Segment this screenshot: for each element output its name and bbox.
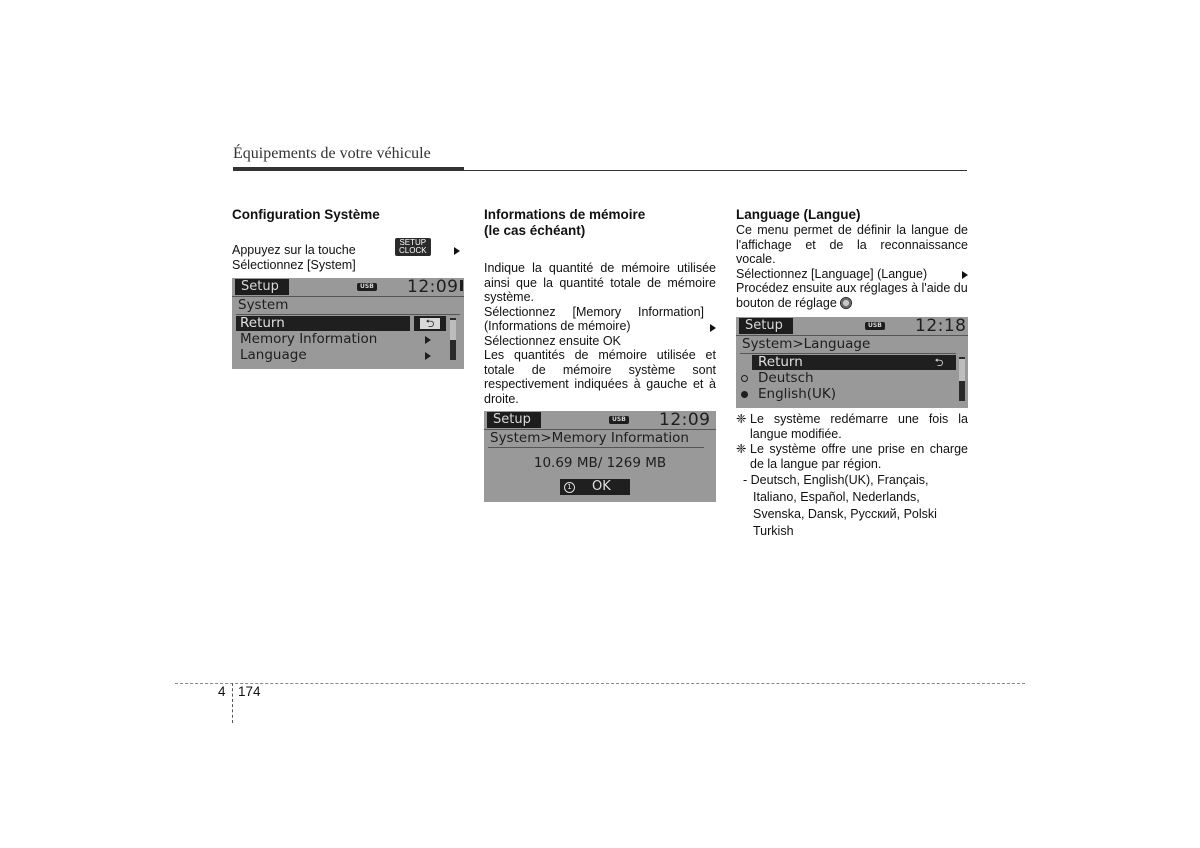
arrow-right-icon	[962, 271, 968, 279]
footnote: ❈ Le système redémarre une fois la langue modifiée.	[736, 412, 968, 441]
note-icon: ❈	[736, 412, 747, 426]
return-icon: ⮌	[420, 318, 440, 329]
lcd-tab: Setup	[739, 318, 793, 334]
lcd-clock: 12:18	[915, 317, 967, 336]
section-subheading: (le cas échéant)	[484, 223, 586, 238]
setup-clock-key-icon: SETUP CLOCK	[395, 238, 431, 256]
paragraph: Ce menu permet de définir la langue de l'affichage et de la reconnaissance vocale.	[736, 223, 968, 266]
footer-divider	[232, 683, 233, 723]
chevron-right-icon	[425, 336, 431, 344]
lcd-menu-title: System>Language	[742, 336, 871, 352]
usb-icon: USB	[865, 322, 885, 330]
section-heading: Informations de mémoire	[484, 207, 646, 222]
lcd-scrollbar-thumb	[959, 359, 965, 381]
list-item: Turkish	[753, 524, 794, 538]
paragraph: Sélectionnez [Language] (Langue)	[736, 267, 968, 282]
lcd-scrollbar-thumb	[450, 320, 456, 340]
note-icon: ❈	[736, 442, 747, 456]
chevron-right-icon	[425, 352, 431, 360]
usb-icon: USB	[357, 283, 377, 291]
list-item: Svenska, Dansk, Русский, Polski	[753, 507, 937, 521]
paragraph: Les quantités de mémoire utilisée et totale de mémoire système sont respectivement indiquées à gauche et à droite.	[484, 348, 716, 406]
usb-icon: USB	[609, 416, 629, 424]
footer-rule	[175, 683, 1025, 684]
radio-unselected-icon	[741, 375, 748, 382]
column-system-config	[232, 207, 464, 272]
page-header-title: Équipements de votre véhicule	[233, 145, 431, 162]
lcd-screen-language	[736, 317, 968, 408]
lcd-menu-title: System>Memory Information	[490, 430, 689, 446]
lcd-tab: Setup	[487, 412, 541, 428]
lcd-tab: Setup	[235, 279, 289, 295]
section-heading: Language (Langue)	[736, 207, 861, 222]
lcd-menu-item-language[interactable]: Language	[240, 347, 307, 363]
list-item: Italiano, Español, Nederlands,	[753, 490, 920, 504]
radio-selected-icon	[741, 391, 748, 398]
arrow-right-icon	[710, 324, 716, 332]
chapter-number: 4	[218, 684, 226, 699]
tune-knob-icon	[840, 297, 852, 309]
number-one-icon: 1	[564, 482, 575, 493]
return-icon: ⮌	[934, 356, 944, 369]
lcd-status-bar	[232, 278, 464, 297]
column-memory-info	[484, 207, 716, 406]
header-rule-accent	[233, 167, 464, 171]
lcd-menu-item-return[interactable]: Return	[240, 315, 285, 331]
lcd-menu-item-memory[interactable]: Memory Information	[240, 331, 378, 347]
notes-language	[736, 412, 968, 540]
instruction-line: Appuyez sur la touche SETUP CLOCK	[232, 243, 464, 258]
footnote: ❈ Le système offre une prise en charge de la langue par région.	[736, 442, 968, 471]
page-number: 174	[238, 684, 261, 699]
lcd-language-option[interactable]: Deutsch	[758, 370, 814, 386]
lcd-clock: 12:09	[659, 411, 711, 430]
lcd-menu-title: System	[238, 297, 289, 313]
column-language	[736, 207, 968, 310]
signal-icon	[460, 280, 463, 291]
ok-button[interactable]: 1 OK	[560, 479, 630, 495]
lcd-language-option[interactable]: English(UK)	[758, 386, 837, 402]
lcd-screen-system	[232, 278, 464, 369]
paragraph: Sélectionnez [Memory Information] (Informations de mémoire)	[484, 305, 716, 334]
arrow-right-icon	[454, 247, 460, 255]
lcd-menu-item-return[interactable]: Return	[758, 354, 803, 370]
lcd-status-bar	[736, 317, 968, 336]
language-list	[736, 472, 968, 540]
section-heading: Configuration Système	[232, 207, 380, 222]
paragraph: Procédez ensuite aux réglages à l'aide du bouton de réglage	[736, 281, 968, 310]
paragraph: Sélectionnez ensuite OK	[484, 333, 621, 348]
lcd-clock: 12:09	[407, 278, 459, 297]
list-item: - Deutsch, English(UK), Français,	[743, 473, 929, 487]
paragraph: Indique la quantité de mémoire utilisée ainsi que la quantité totale de mémoire système.	[484, 261, 716, 304]
instruction-line: Sélectionnez [System]	[232, 257, 356, 272]
lcd-screen-memory	[484, 411, 716, 502]
memory-value: 10.69 MB/ 1269 MB	[533, 455, 667, 471]
lcd-status-bar	[484, 411, 716, 430]
